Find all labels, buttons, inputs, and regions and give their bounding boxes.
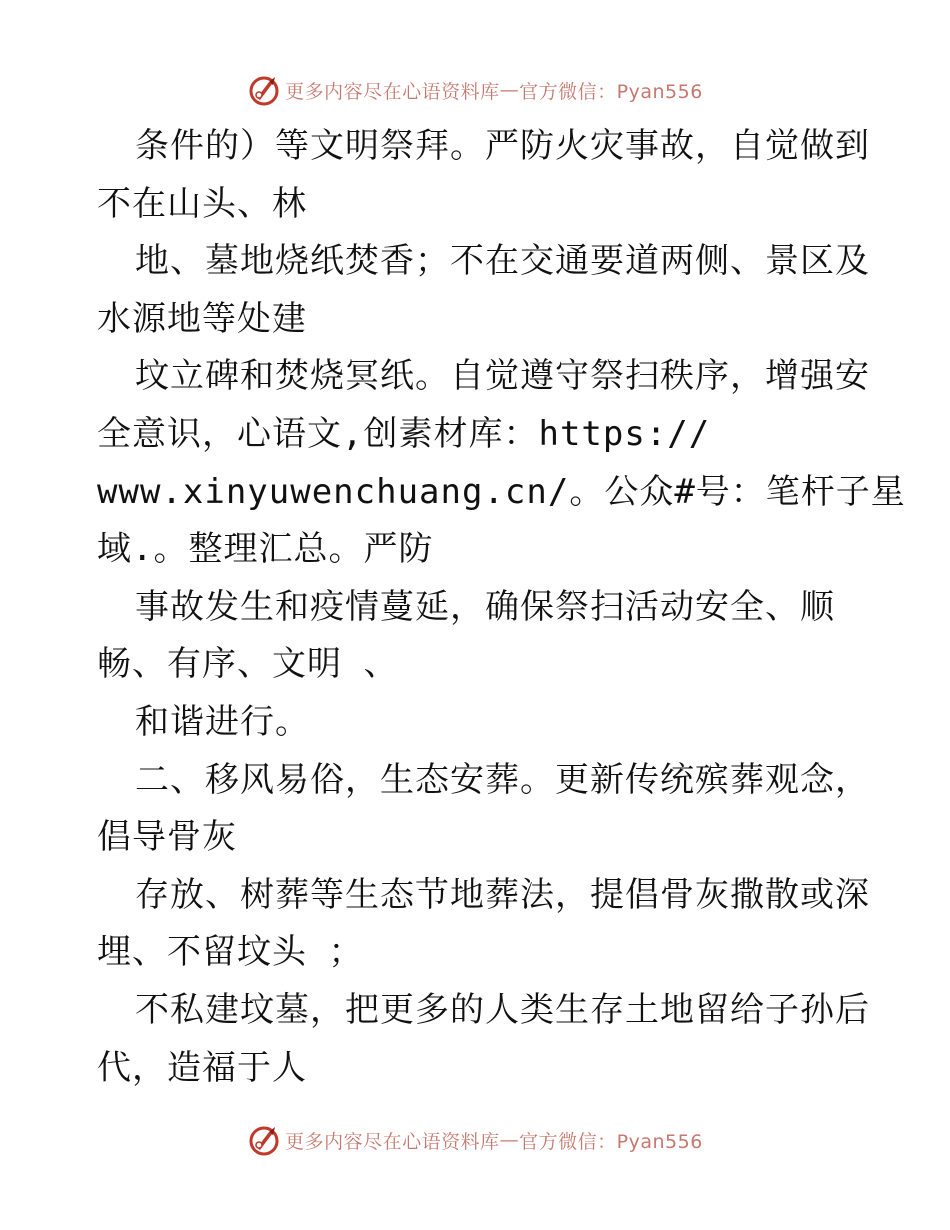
body-line: 埋、不留坟头 ； [97, 932, 364, 973]
body-line: 事故发生和疫情蔓延，确保祭扫活动安全、顺 [135, 586, 835, 627]
body-line-url: www.xinyuwenchuang.cn/。公众#号：笔杆子星 [97, 471, 906, 512]
body-line: 域.。整理汇总。严防 [97, 529, 434, 570]
body-line: 存放、树葬等生态节地葬法，提倡骨灰撒散或深 [135, 874, 870, 915]
footer-banner-separator: — [499, 1129, 520, 1151]
footer-banner [0, 1120, 950, 1160]
body-line: 畅、有序、文明 、 [97, 644, 399, 685]
header-banner [0, 70, 950, 110]
body-line: 不在山头、林 [97, 183, 307, 224]
quill-seal-icon [247, 73, 281, 107]
section-heading-line: 二、移风易俗，生态安葬。更新传统殡葬观念， [135, 759, 870, 800]
body-line: 全意识，心语文,创素材库：https:// [97, 413, 711, 454]
header-banner-separator: — [499, 79, 520, 101]
footer-banner-wechat: 官方微信：Pyan556 [519, 1130, 703, 1153]
body-line: 和谐进行。 [135, 701, 310, 742]
header-banner-main: 更多内容尽在心语资料库 [285, 80, 500, 103]
body-line: 不私建坟墓，把更多的人类生存土地留给子孙后 [135, 989, 870, 1030]
body-line: 水源地等处建 [97, 298, 307, 339]
body-line: 坟立碑和焚烧冥纸。自觉遵守祭扫秩序，增强安 [135, 356, 870, 397]
body-line: 地、墓地烧纸焚香；不在交通要道两侧、景区及 [135, 241, 870, 282]
quill-seal-icon [247, 1123, 281, 1157]
body-line: 条件的）等文明祭拜。严防火灾事故，自觉做到 [135, 126, 870, 166]
header-banner-wechat: 官方微信：Pyan556 [519, 80, 703, 103]
footer-banner-main: 更多内容尽在心语资料库 [285, 1130, 500, 1153]
body-line: 倡导骨灰 [97, 817, 237, 858]
body-line: 代，造福于人 [97, 1047, 307, 1088]
document-body [97, 118, 906, 1097]
